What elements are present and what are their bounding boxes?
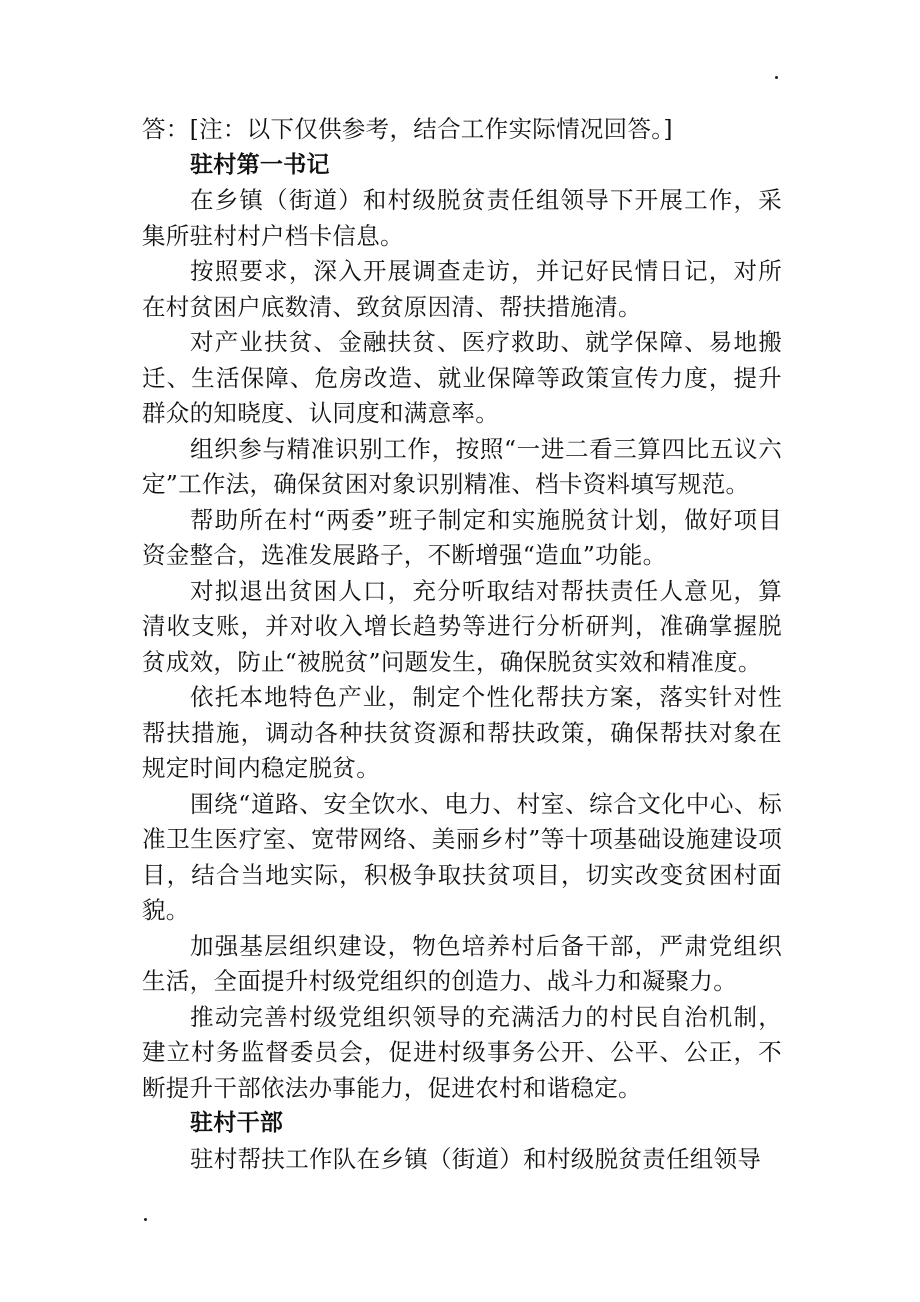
- document-body: [142, 112, 782, 1177]
- page-marker-top: [775, 76, 778, 79]
- section-title-village-cadre: 驻村干部: [190, 1110, 284, 1136]
- paragraph: 组织参与精准识别工作，按照“一进二看三算四比五议六定”工作法，确保贫困对象识别精准、档卡资料填写规范。: [142, 434, 782, 498]
- paragraph: 依托本地特色产业，制定个性化帮扶方案，落实针对性帮扶措施，调动各种扶贫资源和帮扶政策，确保帮扶对象在规定时间内稳定脱贫。: [142, 683, 782, 782]
- paragraph: 按照要求，深入开展调查走访，并记好民情日记，对所在村贫困户底数清、致贫原因清、帮扶措施清。: [142, 257, 782, 321]
- section-title-first-secretary: 驻村第一书记: [190, 151, 330, 178]
- intro-note: 答：[注：以下仅供参考，结合工作实际情况回答。]: [142, 115, 673, 143]
- paragraph: 在乡镇（街道）和村级脱贫责任组领导下开展工作，采集所驻村村户档卡信息。: [142, 186, 782, 250]
- paragraph: 围绕“道路、安全饮水、电力、村室、综合文化中心、标准卫生医疗室、宽带网络、美丽乡村”等十项基础设施建设项目，结合当地实际，积极争取扶贫项目，切实改变贫困村面貌。: [142, 789, 782, 924]
- paragraph: 帮助所在村“两委”班子制定和实施脱贫计划，做好项目资金整合，选准发展路子，不断增强“造血”功能。: [142, 505, 782, 569]
- paragraph: 驻村帮扶工作队在乡镇（街道）和村级脱贫责任组领导: [190, 1144, 762, 1173]
- paragraph: 推动完善村级党组织领导的充满活力的村民自治机制，建立村务监督委员会，促进村级事务公开、公平、公正，不断提升干部依法办事能力，促进农村和谐稳定。: [142, 1002, 782, 1102]
- paragraph: 对拟退出贫困人口，充分听取结对帮扶责任人意见，算清收支账，并对收入增长趋势等进行分析研判，准确掌握脱贫成效，防止“被脱贫”问题发生，确保脱贫实效和精准度。: [142, 576, 782, 676]
- page-marker-bottom: [144, 1218, 147, 1221]
- paragraph: 对产业扶贫、金融扶贫、医疗救助、就学保障、易地搬迁、生活保障、危房改造、就业保障等政策宣传力度，提升群众的知晓度、认同度和满意率。: [142, 328, 782, 427]
- paragraph: 加强基层组织建设，物色培养村后备干部，严肃党组织生活，全面提升村级党组织的创造力、战斗力和凝聚力。: [142, 931, 782, 995]
